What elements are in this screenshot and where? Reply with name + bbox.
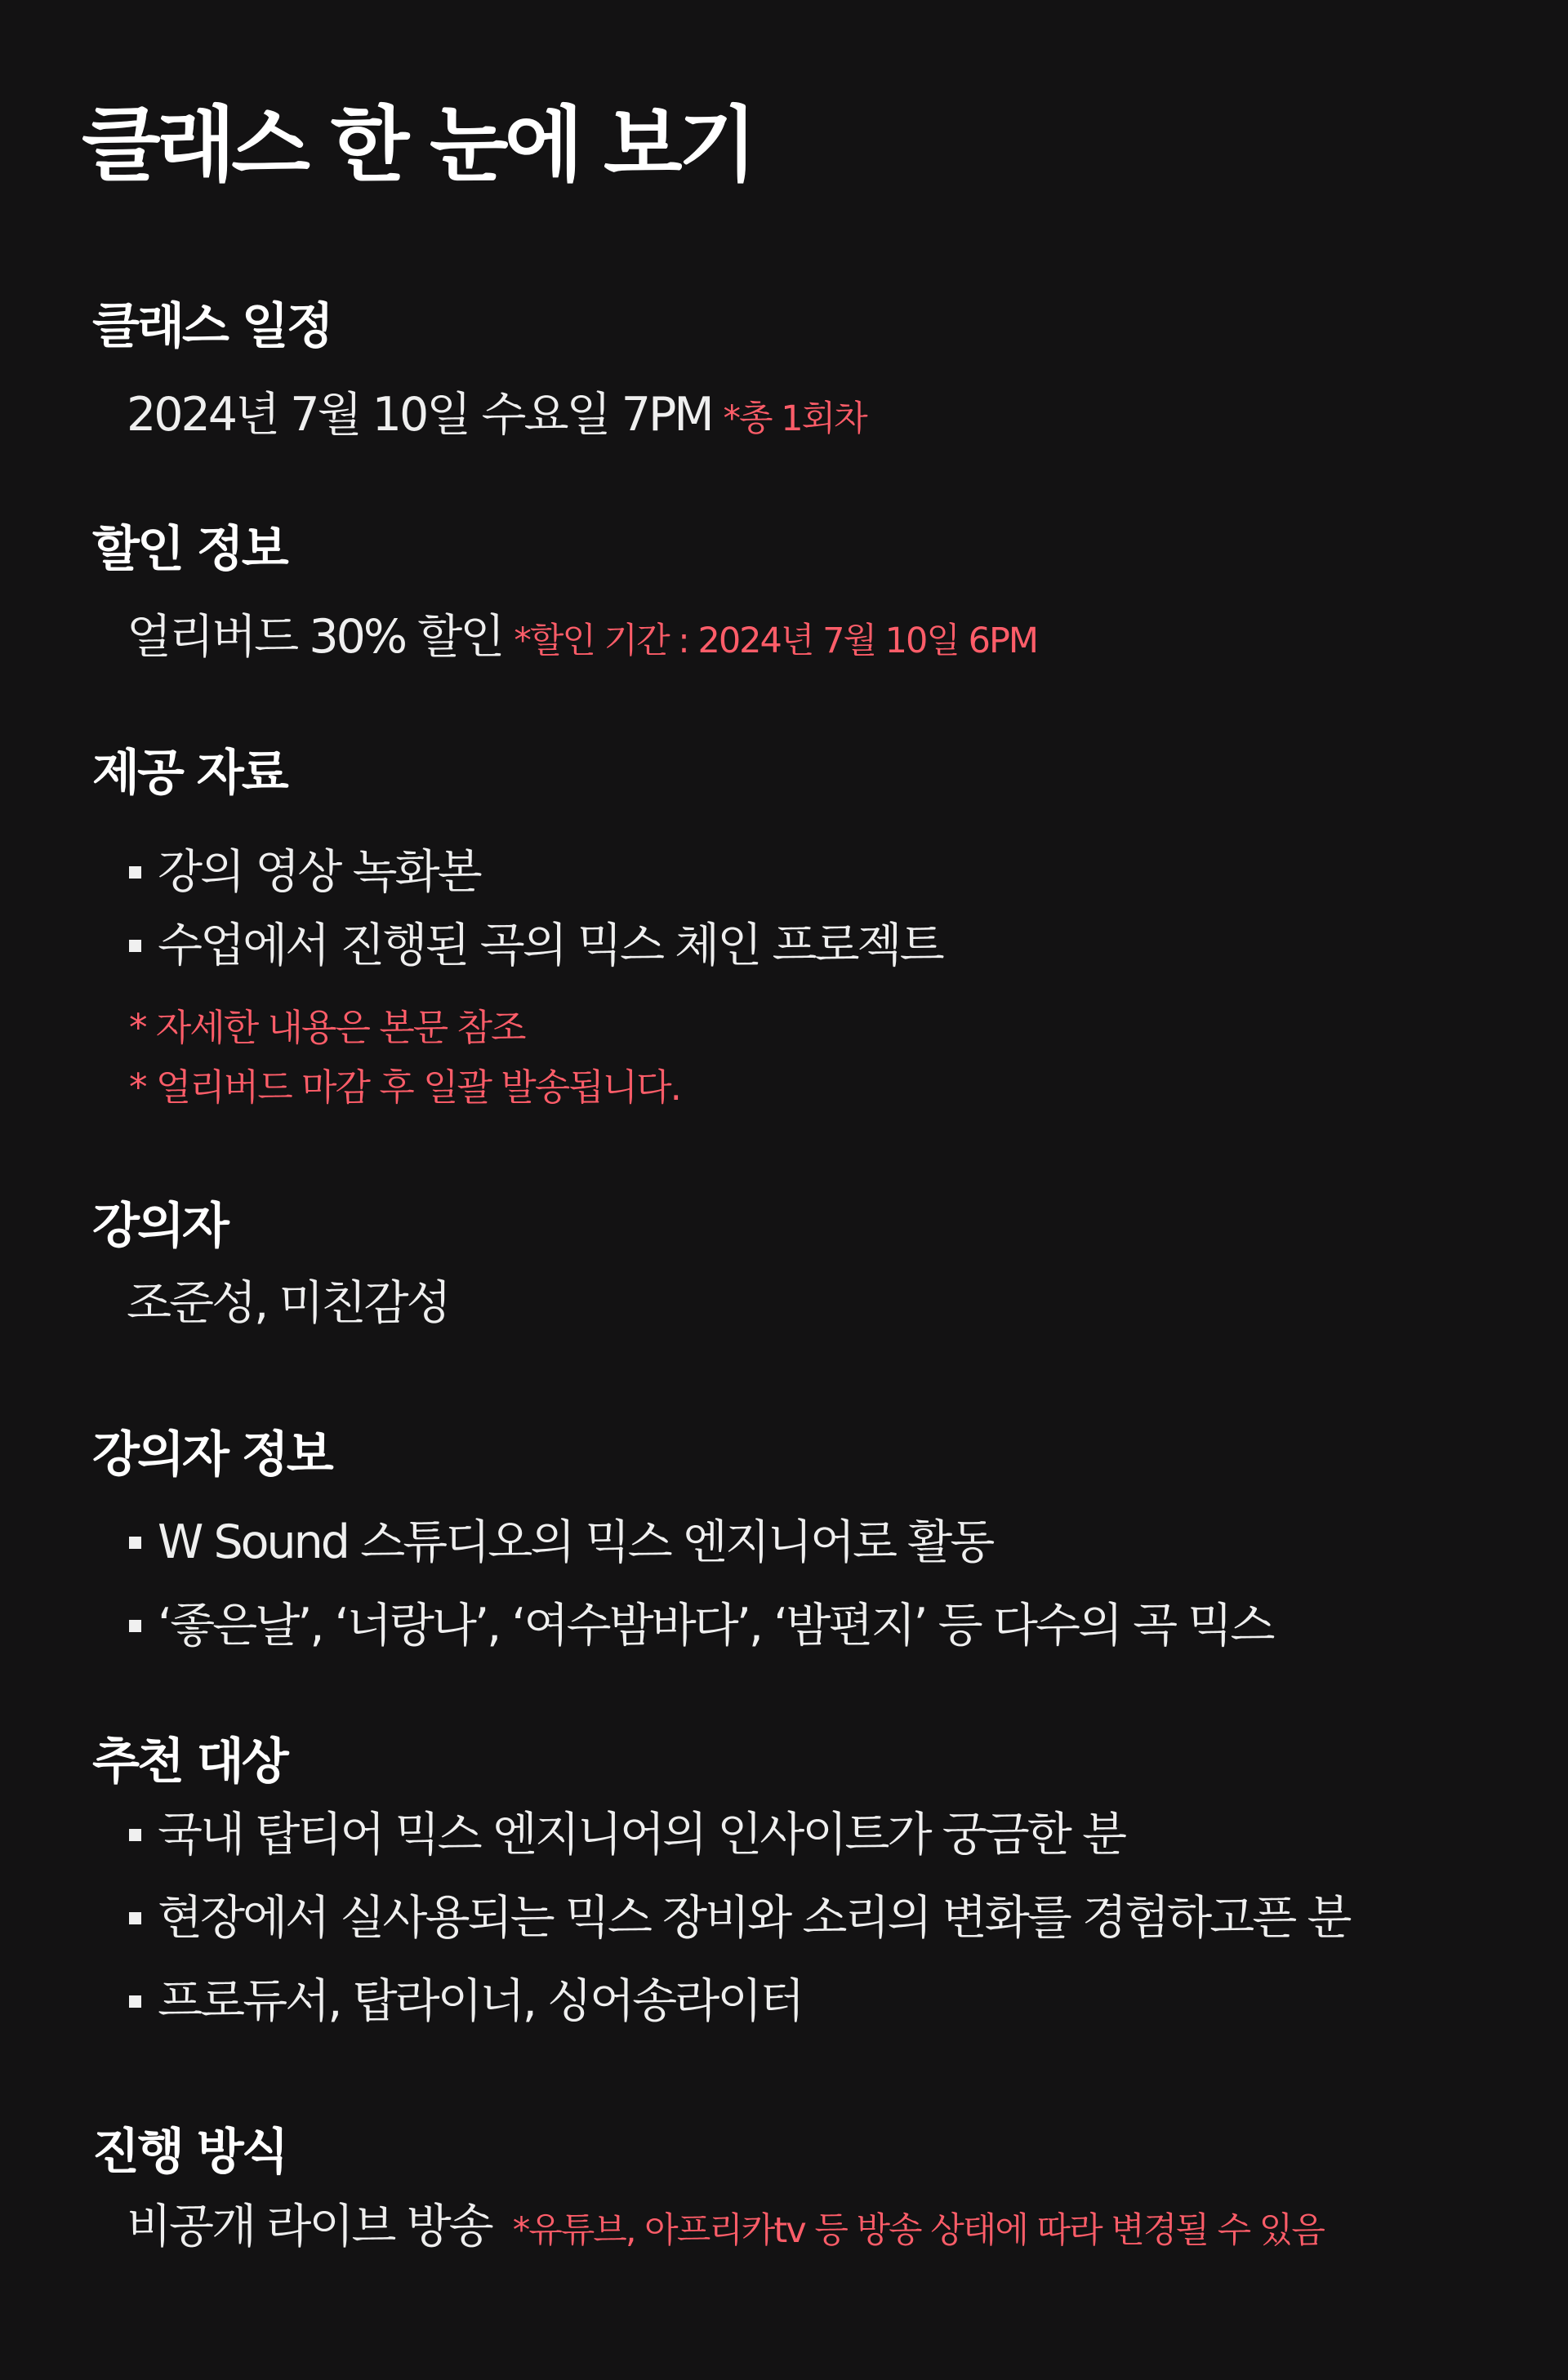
instructor-info-item	[129, 1515, 992, 1570]
instructor-info-item-text: W Sound 스튜디오의 믹스 엔지니어로 활동	[158, 1515, 993, 1569]
page-title: 클래스 한 눈에 보기	[82, 97, 754, 193]
audience-heading: 추천 대상	[92, 1733, 287, 1791]
schedule-value: 2024년 7월 10일 수요일 7PM	[127, 388, 712, 442]
format-line	[127, 2199, 1324, 2254]
materials-item-text: 강의 영상 녹화본	[158, 845, 480, 899]
schedule-line	[127, 387, 866, 443]
audience-item-text: 국내 탑티어 믹스 엔지니어의 인사이트가 궁금한 분	[158, 1808, 1125, 1862]
discount-heading: 할인 정보	[92, 521, 287, 578]
bullet-square-icon	[129, 1829, 141, 1841]
materials-note: * 자세한 내용은 본문 참조	[129, 1006, 525, 1049]
instructor-info-item-text: ‘좋은날’, ‘너랑나’, ‘여수밤바다’, ‘밤편지’ 등 다수의 곡 믹스	[158, 1599, 1273, 1653]
bullet-square-icon	[129, 1912, 141, 1924]
discount-value: 얼리버드 30% 할인	[127, 610, 503, 664]
audience-item	[129, 1807, 1125, 1862]
materials-item	[129, 844, 480, 900]
instructor-info-heading: 강의자 정보	[92, 1426, 332, 1484]
discount-line	[127, 609, 1037, 665]
audience-item-text: 프로듀서, 탑라이너, 싱어송라이터	[158, 1974, 803, 2028]
bullet-square-icon	[129, 866, 141, 879]
materials-item-text: 수업에서 진행된 곡의 믹스 체인 프로젝트	[158, 919, 942, 972]
discount-note: *할인 기간 : 2024년 7월 10일 6PM	[514, 621, 1037, 661]
materials-item	[129, 918, 942, 973]
instructor-value: 조준성, 미친감성	[127, 1276, 449, 1330]
bullet-square-icon	[129, 1995, 141, 2008]
instructor-info-item	[129, 1598, 1272, 1653]
audience-item	[129, 1973, 802, 2029]
bullet-square-icon	[129, 1620, 141, 1632]
materials-heading: 제공 자료	[92, 745, 287, 802]
audience-item	[129, 1890, 1349, 1946]
bullet-square-icon	[129, 1537, 141, 1549]
audience-item-text: 현장에서 실사용되는 믹스 장비와 소리의 변화를 경험하고픈 분	[158, 1891, 1350, 1945]
format-value: 비공개 라이브 방송	[127, 2200, 492, 2253]
bullet-square-icon	[129, 940, 141, 952]
schedule-heading: 클래스 일정	[92, 298, 332, 355]
schedule-note: *총 1회차	[723, 398, 866, 439]
format-note: *유튜브, 아프리카tv 등 방송 상태에 따라 변경될 수 있음	[512, 2210, 1324, 2251]
instructor-heading: 강의자	[92, 1198, 227, 1255]
format-heading: 진행 방식	[92, 2124, 287, 2181]
materials-note: * 얼리버드 마감 후 일괄 발송됩니다.	[129, 1065, 680, 1109]
